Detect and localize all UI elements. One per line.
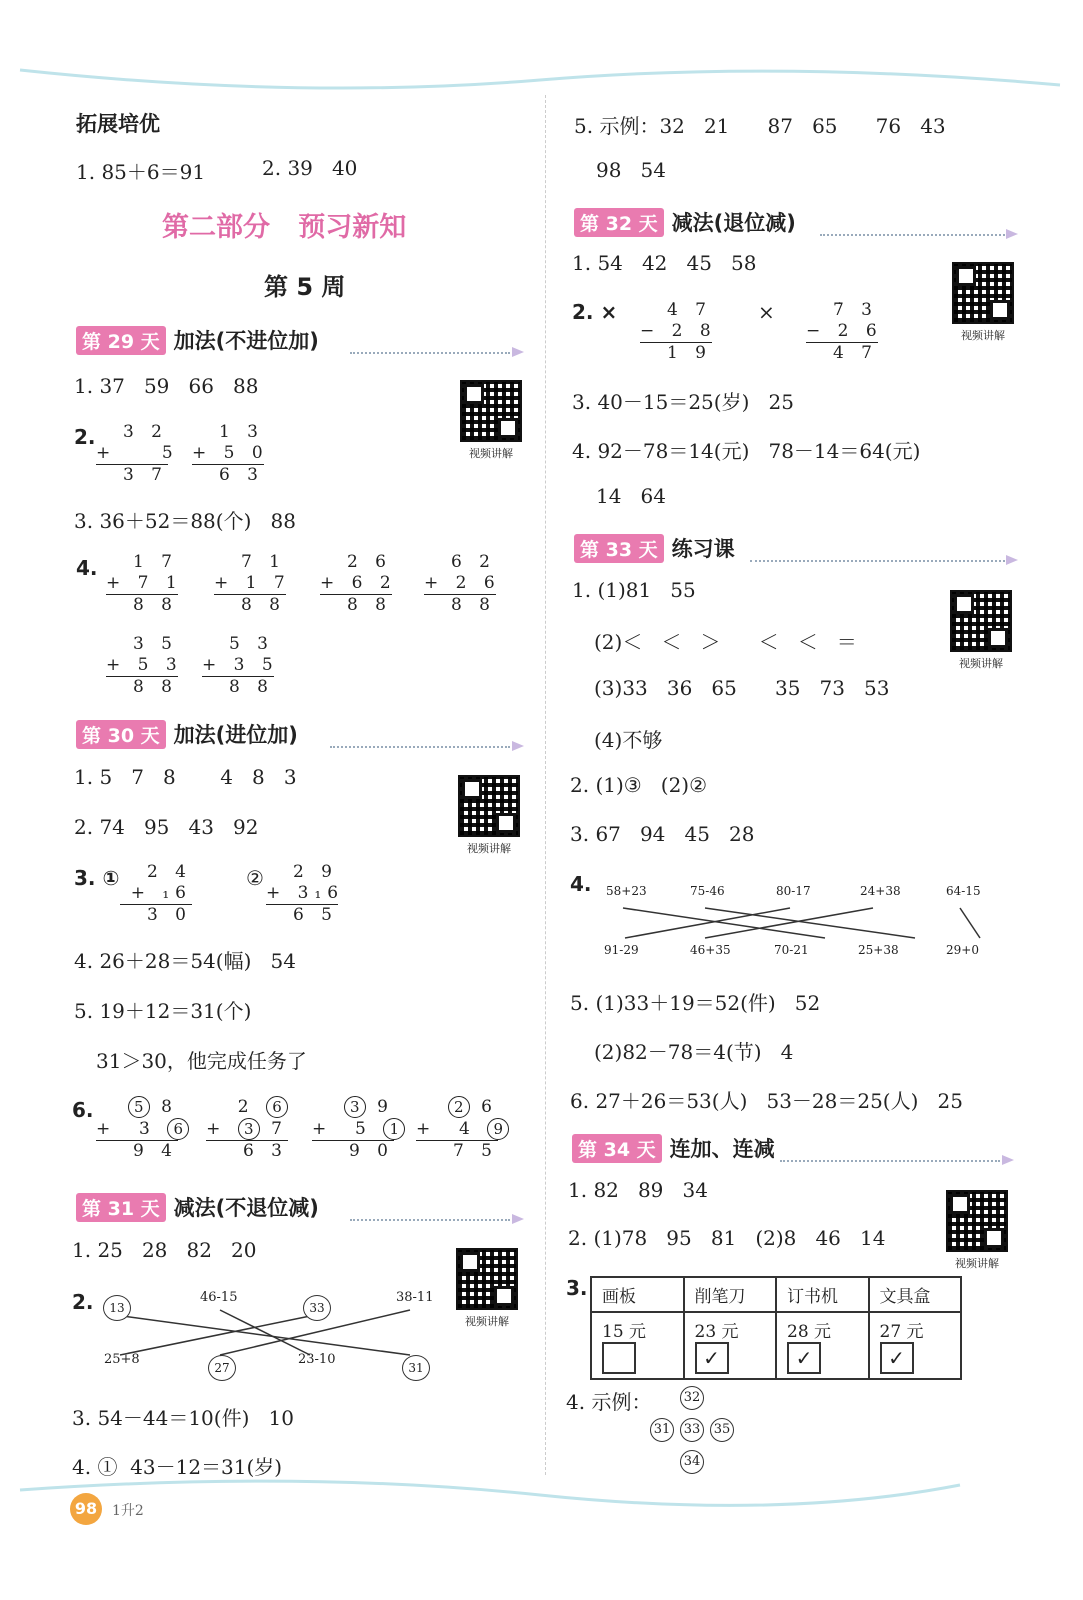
page-number-badge: 98 xyxy=(70,1493,102,1525)
day30-vertical-5: 3 9 + 5 1 9 0 xyxy=(312,1096,394,1162)
qr-code-icon xyxy=(456,1248,518,1310)
table-cell xyxy=(776,1312,869,1379)
check-box: ✓ xyxy=(787,1342,821,1374)
day29-vertical-5: 2 6 + 6 2 8 8 xyxy=(320,552,397,615)
day30-tag: 第 30 天 xyxy=(76,720,166,749)
qr-label: 视频讲解 xyxy=(467,842,511,855)
table-cell xyxy=(591,1312,684,1379)
day29-q3: 3. 36＋52＝88(个) 88 xyxy=(74,509,296,533)
qr-code-day29[interactable] xyxy=(460,380,522,461)
day32-vertical-1: 4̇ 7 − 2 8 1 9 xyxy=(640,300,717,363)
day32-title: 减法(退位减) xyxy=(671,211,796,235)
qr-code-day30[interactable] xyxy=(458,775,520,856)
day30-vertical-6: 2 6 + 4 9 7 5 xyxy=(416,1096,498,1162)
day31-q3: 3. 54－44＝10(件) 10 xyxy=(72,1406,294,1430)
day34-q2: 2. (1)78 95 81 (2)8 46 14 xyxy=(568,1226,886,1250)
expr-label: 75-46 xyxy=(690,884,725,898)
day30-q1: 1. 5 7 8 4 8 3 xyxy=(74,765,297,789)
day31-q1: 1. 25 28 82 20 xyxy=(72,1238,257,1262)
mouse-badge: 33 xyxy=(303,1295,331,1321)
qr-code-icon xyxy=(952,262,1014,324)
day34-arrow xyxy=(1002,1155,1014,1165)
day30-header xyxy=(76,720,298,748)
price: 23 元 xyxy=(694,1322,739,1342)
day32-arrow xyxy=(1006,229,1018,239)
qr-code-icon xyxy=(946,1190,1008,1252)
day30-q4: 4. 26＋28＝54(幅) 54 xyxy=(74,949,296,973)
example-5: 5. 示例：32 21 87 65 76 43 xyxy=(574,114,946,138)
number-circle: 33 xyxy=(680,1418,704,1442)
day30-q2: 2. 74 95 43 92 xyxy=(74,815,259,839)
day30-vertical-2: 2 9 + 3₁6 6 5 xyxy=(266,862,345,925)
expr-label: 70-21 xyxy=(774,943,809,957)
day31-q4: 4. ① 43－12＝31(岁) xyxy=(72,1455,283,1479)
mouse-badge: 31 xyxy=(402,1355,430,1381)
day33-q1a: 1. (1)81 55 xyxy=(572,578,696,602)
day33-title: 练习课 xyxy=(671,537,735,561)
day29-vertical-2: 1 3 + 5 0 6 3 xyxy=(192,422,269,485)
table-row xyxy=(591,1277,961,1312)
day32-rule xyxy=(820,234,1005,236)
day31-title: 减法(不退位减) xyxy=(173,1196,319,1220)
qr-label: 视频讲解 xyxy=(959,657,1003,670)
price: 15 元 xyxy=(602,1322,647,1342)
day33-matching-lines xyxy=(595,890,995,950)
day33-q2: 2. (1)③ (2)② xyxy=(570,773,708,797)
day31-q2-label: 2. xyxy=(72,1290,94,1314)
expr-label: 58+23 xyxy=(606,884,647,898)
expr-label: 23-10 xyxy=(298,1352,336,1367)
expr-label: 64-15 xyxy=(946,884,981,898)
day29-tag: 第 29 天 xyxy=(76,326,166,355)
qr-code-icon xyxy=(460,380,522,442)
day32-tag: 第 32 天 xyxy=(574,208,664,237)
day34-title: 连加、连减 xyxy=(669,1137,775,1161)
number-circle: 32 xyxy=(680,1386,704,1410)
day29-q4-label: 4. xyxy=(76,556,98,580)
expr-label: 80-17 xyxy=(776,884,811,898)
day32-q2-cross: × xyxy=(758,300,775,324)
day30-q5b: 31＞30，他完成任务了 xyxy=(96,1049,307,1073)
number-circle: 34 xyxy=(680,1450,704,1474)
day29-arrow xyxy=(512,347,524,357)
table-header: 画板 xyxy=(591,1277,684,1312)
day29-vertical-8: 5 3 + 3 5 8 8 xyxy=(202,634,279,697)
mouse-badge: 27 xyxy=(208,1355,236,1381)
expand-heading: 拓展培优 xyxy=(76,112,160,136)
day31-rule xyxy=(350,1219,510,1221)
qr-label: 视频讲解 xyxy=(469,447,513,460)
check-box xyxy=(602,1342,636,1374)
day30-vertical-3: 5 8 + 3 6 9 4 xyxy=(96,1096,178,1162)
day29-title: 加法(不进位加) xyxy=(173,329,319,353)
day31-header xyxy=(76,1193,319,1221)
day33-q1d: (4)不够 xyxy=(594,728,663,752)
day32-header xyxy=(574,208,796,236)
day33-arrow xyxy=(1006,555,1018,565)
day32-q3: 3. 40－15＝25(岁) 25 xyxy=(572,390,794,414)
expr-label: 91-29 xyxy=(604,943,639,957)
day32-q2-label: 2. × xyxy=(572,300,618,324)
day33-q3: 3. 67 94 45 28 xyxy=(570,822,755,846)
table-header: 文具盒 xyxy=(869,1277,962,1312)
day31-arrow xyxy=(512,1214,524,1224)
qr-label: 视频讲解 xyxy=(955,1257,999,1270)
part-title: 第二部分 预习新知 xyxy=(162,212,407,243)
qr-code-day34[interactable] xyxy=(946,1190,1008,1271)
expr-label: 25+38 xyxy=(858,943,899,957)
expand-answer-1: 1. 85＋6＝91 xyxy=(76,160,206,184)
table-header: 订书机 xyxy=(776,1277,869,1312)
number-circle: 31 xyxy=(650,1418,674,1442)
qr-code-day33[interactable] xyxy=(950,590,1012,671)
column-divider xyxy=(545,95,546,1475)
day33-q4-label: 4. xyxy=(570,872,592,896)
qr-code-icon xyxy=(458,775,520,837)
day29-q2-label: 2. xyxy=(74,425,96,449)
day33-header xyxy=(574,534,735,562)
day29-q1: 1. 37 59 66 88 xyxy=(74,374,259,398)
week-title: 第 5 周 xyxy=(264,273,346,301)
day30-rule xyxy=(330,746,510,748)
table-cell xyxy=(869,1312,962,1379)
day33-q1c: (3)33 36 65 35 73 53 xyxy=(594,676,890,700)
example-5b: 98 54 xyxy=(596,158,666,182)
day32-q4b: 14 64 xyxy=(596,484,666,508)
day32-vertical-2: 7̇ 3 − 2 6 4 7 xyxy=(806,300,883,363)
price: 28 元 xyxy=(787,1322,832,1342)
expr-label: 38-11 xyxy=(396,1290,434,1305)
qr-code-day31[interactable] xyxy=(456,1248,518,1329)
expr-label: 29+0 xyxy=(946,943,979,957)
day33-q6: 6. 27＋26＝53(人) 53－28＝25(人) 25 xyxy=(570,1089,963,1113)
qr-label: 视频讲解 xyxy=(961,329,1005,342)
day30-q3-circle2: ② xyxy=(246,866,264,890)
price-table xyxy=(590,1276,962,1380)
day32-q1: 1. 54 42 45 58 xyxy=(572,251,757,275)
day30-vertical-4: 2 6 + 3 7 6 3 xyxy=(206,1097,288,1161)
day34-header xyxy=(572,1134,775,1162)
day34-q3-label: 3. xyxy=(566,1276,588,1300)
mouse-badge: 13 xyxy=(103,1295,131,1321)
day33-q1b: (2)＜ ＜ ＞ ＜ ＜ ＝ xyxy=(594,630,857,654)
day30-q3-label: 3. ① xyxy=(74,866,120,890)
header-wave xyxy=(0,60,1083,100)
day30-q5: 5. 19＋12＝31(个) xyxy=(74,999,252,1023)
day32-q4: 4. 92－78＝14(元) 78－14＝64(元) xyxy=(572,439,921,463)
day29-vertical-4: 7 1 + 1 7 8 8 xyxy=(214,552,291,615)
number-circle: 35 xyxy=(710,1418,734,1442)
day34-q1: 1. 82 89 34 xyxy=(568,1178,708,1202)
expr-label: 46+35 xyxy=(690,943,731,957)
day30-vertical-1: 2 4 + ₁6 3 0 xyxy=(120,862,192,926)
day29-header xyxy=(76,326,319,354)
day31-tag: 第 31 天 xyxy=(76,1193,166,1222)
day29-vertical-6: 6 2 + 2 6 8 8 xyxy=(424,552,501,615)
expand-answer-2: 2. 39 40 xyxy=(262,156,358,180)
day33-q5a: 5. (1)33＋19＝52(件) 52 xyxy=(570,991,821,1015)
table-cell xyxy=(684,1312,777,1379)
day33-rule xyxy=(750,560,1005,562)
qr-code-day32[interactable] xyxy=(952,262,1014,343)
price: 27 元 xyxy=(879,1322,924,1342)
check-box: ✓ xyxy=(695,1342,729,1374)
table-row xyxy=(591,1312,961,1379)
day30-q6-label: 6. xyxy=(72,1098,94,1122)
day30-arrow xyxy=(512,741,524,751)
qr-label: 视频讲解 xyxy=(465,1315,509,1328)
day30-title: 加法(进位加) xyxy=(173,723,298,747)
expr-label: 25+8 xyxy=(104,1352,140,1367)
day29-vertical-1: 3 2 + 5 3 7 xyxy=(96,422,179,485)
qr-code-icon xyxy=(950,590,1012,652)
day33-tag: 第 33 天 xyxy=(574,534,664,563)
day34-rule xyxy=(780,1160,1000,1162)
day29-vertical-7: 3 5 + 5 3 8 8 xyxy=(106,634,183,697)
day33-q5b: (2)82－78＝4(节) 4 xyxy=(594,1040,794,1064)
table-header: 削笔刀 xyxy=(684,1277,777,1312)
day34-q4-label: 4. 示例： xyxy=(566,1390,652,1414)
day34-tag: 第 34 天 xyxy=(572,1134,662,1163)
expr-label: 46-15 xyxy=(200,1290,238,1305)
day29-vertical-3: 1 7 + 7 1 8 8 xyxy=(106,552,183,615)
grade-label: 1升2 xyxy=(112,1503,144,1519)
check-box: ✓ xyxy=(880,1342,914,1374)
day29-rule xyxy=(350,352,510,354)
expr-label: 24+38 xyxy=(860,884,901,898)
